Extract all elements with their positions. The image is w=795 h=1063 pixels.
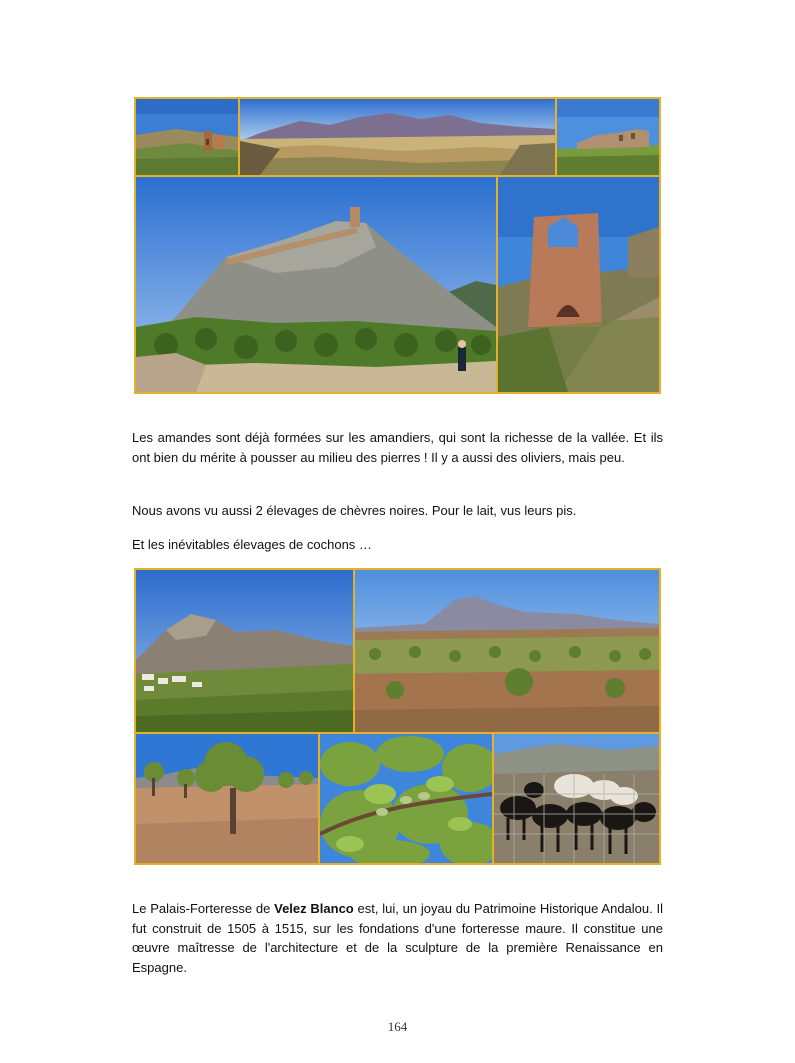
mountain-panorama-photo: [240, 99, 555, 175]
bottom-photo-collage: [134, 568, 661, 865]
velez-blanco-bold: Velez Blanco: [274, 901, 354, 916]
village-mountain-photo: [136, 570, 353, 732]
velez-blanco-paragraph: [132, 899, 663, 977]
paragraph-text-end: est, lui, un joyau du Patrimoine Historique Andalou. Il fut construit de 1505 à 1515, sur les fondations d'une forteresse maure. Il constitue une œuvre maîtresse de l'architecture et de la sculpture de la première Renaissance en Espagne.: [132, 901, 664, 975]
top-photo-collage: [134, 97, 661, 394]
pigs-paragraph: Et les inévitables élevages de cochons …: [132, 537, 372, 552]
goats-paragraph: Nous avons vu aussi 2 élevages de chèvres noires. Pour le lait, vus leurs pis.: [132, 503, 577, 518]
tower-ruin-photo: [498, 177, 659, 392]
page-number: 164: [387, 1019, 408, 1034]
ruined-wall-photo: [557, 99, 659, 175]
black-goats-photo: [494, 734, 659, 863]
castle-hill-photo: [136, 177, 496, 392]
paragraph-text-start: Le Palais-Forteresse de: [132, 901, 275, 916]
almond-paragraph: Les amandes sont déjà formées sur les amandiers, qui sont la richesse de la vallée. Et ils ont bien du mérite à pousser au milieu des pierres ! Il y a aussi des oliviers, mais peu.: [132, 430, 663, 465]
almond-branch-photo: [320, 734, 492, 863]
almond-orchard-photo: [355, 570, 659, 732]
ruin-hill-photo: [136, 99, 238, 175]
almond-tree-photo: [136, 734, 318, 863]
